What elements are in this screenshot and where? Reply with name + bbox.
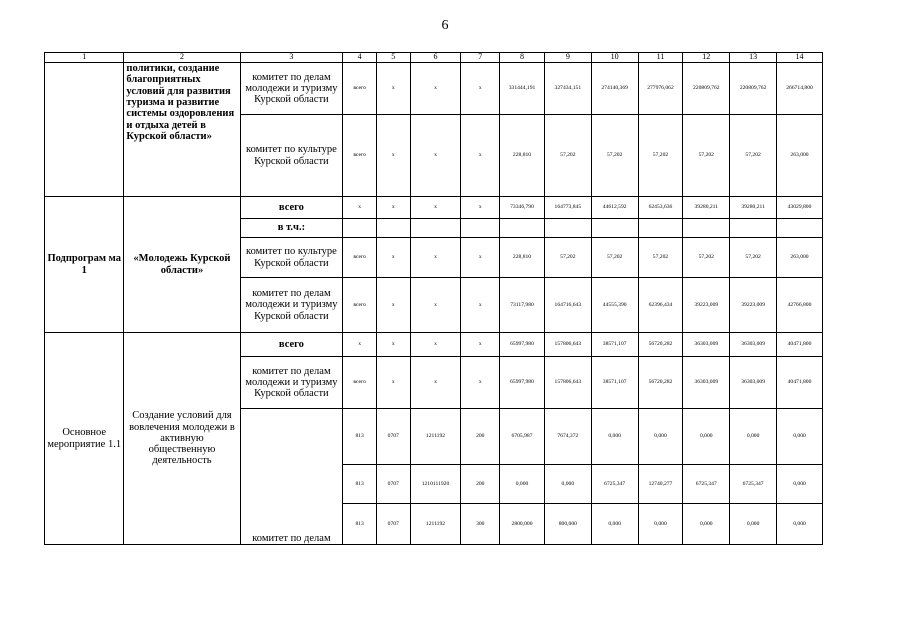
value-cell: 44555,390 xyxy=(591,278,638,333)
header-cell: 11 xyxy=(638,53,683,63)
value-cell: 0,000 xyxy=(591,409,638,465)
header-cell: 2 xyxy=(124,53,240,63)
value-cell: 57,202 xyxy=(544,115,591,197)
value-cell: 277976,062 xyxy=(638,63,683,115)
value-cell: 44612,592 xyxy=(591,197,638,219)
executor-cell: всего xyxy=(240,197,343,219)
value-cell: 7674,372 xyxy=(544,409,591,465)
value-cell: 57,202 xyxy=(730,115,777,197)
value-cell: 0707 xyxy=(376,465,410,504)
value-cell: 57,202 xyxy=(591,238,638,278)
value-cell: 157806,643 xyxy=(544,357,591,409)
value-cell: 57,202 xyxy=(638,238,683,278)
value-cell: 263,000 xyxy=(777,238,823,278)
value-cell: 2800,000 xyxy=(500,504,545,545)
value-cell: всего xyxy=(343,115,377,197)
value-cell: 813 xyxy=(343,504,377,545)
value-cell: х xyxy=(343,333,377,357)
value-cell: 57,202 xyxy=(683,238,730,278)
value-cell: 36303,009 xyxy=(683,357,730,409)
value-cell xyxy=(343,219,377,238)
program-name-continued: политики, создание благоприятных условий для развития туризма и развитие системы оздоровления и отдыха детей в Курской области» xyxy=(124,63,240,197)
value-cell: 57,202 xyxy=(591,115,638,197)
value-cell: всего xyxy=(343,63,377,115)
value-cell xyxy=(683,219,730,238)
value-cell: 0,000 xyxy=(777,409,823,465)
value-cell: 6725,347 xyxy=(591,465,638,504)
header-cell: 13 xyxy=(730,53,777,63)
subprogram-label: Подпрограм ма 1 xyxy=(45,197,124,333)
subprogram-name: «Молодежь Курской области» xyxy=(124,197,240,333)
header-cell: 10 xyxy=(591,53,638,63)
value-cell: 6725,347 xyxy=(683,465,730,504)
value-cell xyxy=(410,219,461,238)
value-cell: 0707 xyxy=(376,409,410,465)
header-cell: 9 xyxy=(544,53,591,63)
value-cell: х xyxy=(376,115,410,197)
value-cell: х xyxy=(461,63,500,115)
value-cell: 57,202 xyxy=(683,115,730,197)
executor-cell: комитет по культуре Курской области xyxy=(240,238,343,278)
value-cell: 57,202 xyxy=(730,238,777,278)
value-cell: 1211192 xyxy=(410,504,461,545)
value-cell: 0,000 xyxy=(683,409,730,465)
page-number: 6 xyxy=(441,18,449,33)
header-cell: 7 xyxy=(461,53,500,63)
value-cell: 274140,369 xyxy=(591,63,638,115)
value-cell xyxy=(544,219,591,238)
table-row xyxy=(45,197,823,219)
executor-cell: всего xyxy=(240,333,343,357)
value-cell: х xyxy=(410,63,461,115)
value-cell: х xyxy=(376,197,410,219)
executor-cell: комитет по делам xyxy=(240,409,343,545)
value-cell: 266714,800 xyxy=(777,63,823,115)
value-cell: 0,000 xyxy=(544,465,591,504)
value-cell xyxy=(461,219,500,238)
value-cell xyxy=(638,219,683,238)
value-cell: 39223,009 xyxy=(730,278,777,333)
value-cell: х xyxy=(376,63,410,115)
value-cell: х xyxy=(461,278,500,333)
budget-table xyxy=(44,52,823,545)
value-cell: х xyxy=(461,238,500,278)
value-cell: всего xyxy=(343,238,377,278)
value-cell: 228,810 xyxy=(500,115,545,197)
header-cell: 4 xyxy=(343,53,377,63)
value-cell: 0,000 xyxy=(500,465,545,504)
value-cell: 263,000 xyxy=(777,115,823,197)
value-cell: 39280,211 xyxy=(683,197,730,219)
value-cell: всего xyxy=(343,278,377,333)
value-cell: х xyxy=(461,197,500,219)
header-cell: 3 xyxy=(240,53,343,63)
header-cell: 1 xyxy=(45,53,124,63)
activity-name: Создание условий для вовлечения молодежи в активную общественную деятельность xyxy=(124,333,240,545)
value-cell: х xyxy=(376,278,410,333)
table-row xyxy=(45,333,823,357)
header-cell: 6 xyxy=(410,53,461,63)
value-cell: 39223,009 xyxy=(683,278,730,333)
value-cell: 6725,347 xyxy=(730,465,777,504)
value-cell: х xyxy=(410,333,461,357)
value-cell: х xyxy=(376,238,410,278)
value-cell: 57,202 xyxy=(544,238,591,278)
value-cell xyxy=(730,219,777,238)
value-cell: 200 xyxy=(461,465,500,504)
value-cell: 6705,987 xyxy=(500,409,545,465)
value-cell: 813 xyxy=(343,409,377,465)
value-cell: 0,000 xyxy=(638,504,683,545)
value-cell: 40471,800 xyxy=(777,357,823,409)
empty-cell xyxy=(45,63,124,197)
value-cell: х xyxy=(343,197,377,219)
activity-label: Основное мероприятие 1.1 xyxy=(45,333,124,545)
header-cell: 8 xyxy=(500,53,545,63)
value-cell: 800,000 xyxy=(544,504,591,545)
value-cell: 40471,800 xyxy=(777,333,823,357)
value-cell: 57,202 xyxy=(638,115,683,197)
executor-cell: комитет по делам молодежи и туризму Курской области xyxy=(240,357,343,409)
value-cell: 62453,636 xyxy=(638,197,683,219)
value-cell: х xyxy=(376,357,410,409)
value-cell: 228,810 xyxy=(500,238,545,278)
header-row xyxy=(45,53,823,63)
value-cell: 56720,282 xyxy=(638,357,683,409)
executor-cell: комитет по делам молодежи и туризму Курской области xyxy=(240,278,343,333)
value-cell xyxy=(500,219,545,238)
value-cell: 220809,762 xyxy=(683,63,730,115)
value-cell: 65997,980 xyxy=(500,357,545,409)
value-cell: 0,000 xyxy=(638,409,683,465)
value-cell: 164773,845 xyxy=(544,197,591,219)
value-cell: 157806,643 xyxy=(544,333,591,357)
executor-cell: в т.ч.: xyxy=(240,219,343,238)
executor-cell: комитет по делам молодежи и туризму Курской области xyxy=(240,63,343,115)
value-cell: 200 xyxy=(461,409,500,465)
value-cell: 1210111920 xyxy=(410,465,461,504)
executor-cell: комитет по культуре Курской области xyxy=(240,115,343,197)
value-cell: 65997,980 xyxy=(500,333,545,357)
value-cell: 39280,211 xyxy=(730,197,777,219)
value-cell: х xyxy=(410,278,461,333)
value-cell: х xyxy=(410,357,461,409)
value-cell: 0,000 xyxy=(730,409,777,465)
value-cell: 12740,277 xyxy=(638,465,683,504)
value-cell xyxy=(376,219,410,238)
value-cell: 38571,107 xyxy=(591,333,638,357)
value-cell: 300 xyxy=(461,504,500,545)
value-cell: 331444,191 xyxy=(500,63,545,115)
value-cell: 36303,009 xyxy=(683,333,730,357)
value-cell: х xyxy=(410,238,461,278)
value-cell: 0,000 xyxy=(683,504,730,545)
value-cell: х xyxy=(461,115,500,197)
value-cell: 0,000 xyxy=(777,465,823,504)
value-cell: 36303,009 xyxy=(730,333,777,357)
header-cell: 14 xyxy=(777,53,823,63)
value-cell: х xyxy=(461,333,500,357)
value-cell xyxy=(777,219,823,238)
value-cell: х xyxy=(461,357,500,409)
value-cell: 56720,282 xyxy=(638,333,683,357)
value-cell: 0707 xyxy=(376,504,410,545)
value-cell: 220809,762 xyxy=(730,63,777,115)
value-cell: 38571,107 xyxy=(591,357,638,409)
value-cell: 327434,151 xyxy=(544,63,591,115)
value-cell: 0,000 xyxy=(777,504,823,545)
value-cell: 42766,800 xyxy=(777,278,823,333)
value-cell: 813 xyxy=(343,465,377,504)
value-cell: 62396,434 xyxy=(638,278,683,333)
value-cell: 1211192 xyxy=(410,409,461,465)
value-cell: 36303,009 xyxy=(730,357,777,409)
value-cell: х xyxy=(410,115,461,197)
value-cell: 43029,800 xyxy=(777,197,823,219)
value-cell xyxy=(591,219,638,238)
value-cell: 164716,643 xyxy=(544,278,591,333)
value-cell: 0,000 xyxy=(730,504,777,545)
value-cell: всего xyxy=(343,357,377,409)
value-cell: х xyxy=(376,333,410,357)
table-row xyxy=(45,63,823,115)
value-cell: 73346,790 xyxy=(500,197,545,219)
value-cell: 73117,980 xyxy=(500,278,545,333)
value-cell: 0,000 xyxy=(591,504,638,545)
value-cell: х xyxy=(410,197,461,219)
header-cell: 5 xyxy=(376,53,410,63)
header-cell: 12 xyxy=(683,53,730,63)
